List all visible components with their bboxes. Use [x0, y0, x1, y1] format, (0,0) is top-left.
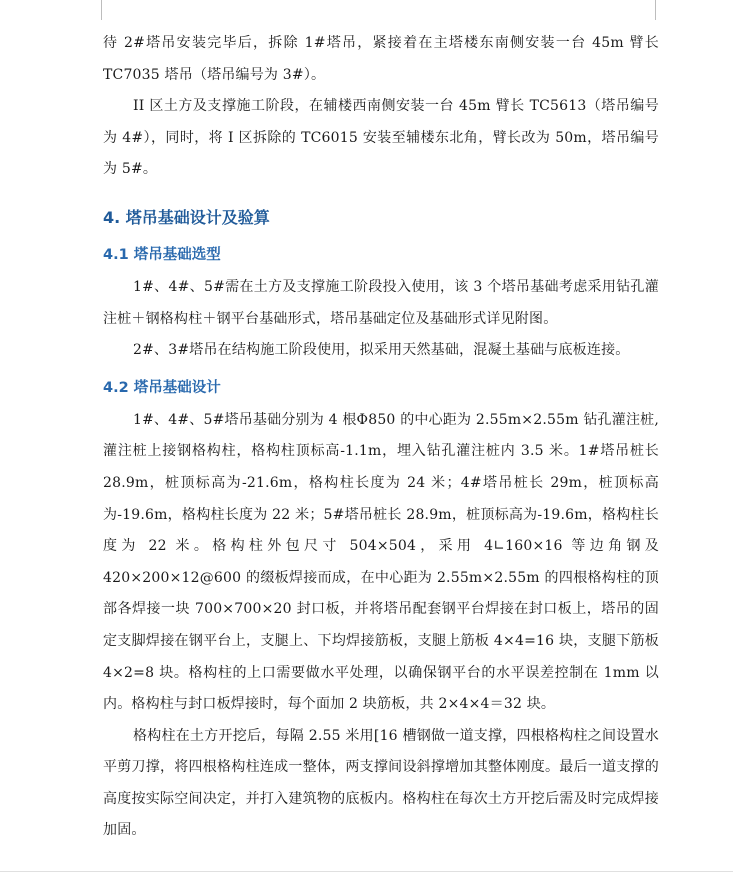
paragraph: 格构柱在土方开挖后，每隔 2.55 米用[16 槽钢做一道支撑，四根格构柱之间设置水平剪刀撑，将四根格构柱连成一整体，两支撑间设斜撑增加其整体刚度。最后一道支撑的高度按实际空间决定，并打入建筑物的底板内。格构柱在每次土方开挖后需及时完成焊接加固。	[103, 727, 659, 839]
margin-crop-mark-right	[655, 0, 656, 20]
subsection-heading: 4.1 塔吊基础选型	[103, 246, 221, 263]
paragraph: 1#、4#、5#塔吊基础分别为 4 根Φ850 的中心距为 2.55m×2.55m 钻孔灌注桩,灌注桩上接钢格构柱，格构柱顶标高-1.1m，埋入钻孔灌注桩内 3.5 米。1#塔吊桩长 28.9m，桩顶标高为-21.6m，格构柱长度为 24 米；4#塔吊桩长 29m，桩顶标高为-19.6m，格构柱长度为 22 米；5#塔吊桩长 28.9m，桩顶标高为-19.6m，格构柱长度为 22 米。格构柱外包尺寸 504×504，采用 4∟160×16 等边角钢及 420×200×12@600 的缀板焊接而成，在中心距为 2.55m×2.55m 的四根格构柱的顶部各焊接一块 700×700×20 封口板，并将塔吊配套钢平台焊接在封口板上，塔吊的固定支脚焊接在钢平台上，支腿上、下均焊接筋板，支腿上筋板 4×4=16 块，支腿下筋板 4×2=8 块。格构柱的上口需要做水平处理，以确保钢平台的水平误差控制在 1mm 以内。格构柱与封口板焊接时，每个面加 2 块筋板，共 2×4×4＝32 块。	[103, 411, 659, 713]
document-body	[103, 28, 659, 847]
page-bottom-edge	[0, 871, 733, 872]
margin-crop-mark-left	[101, 0, 102, 20]
paragraph: 1#、4#、5#需在土方及支撑施工阶段投入使用，该 3 个塔吊基础考虑采用钻孔灌注桩＋钢格构柱＋钢平台基础形式，塔吊基础定位及基础形式详见附图。	[103, 278, 659, 327]
paragraph: 待 2#塔吊安装完毕后，拆除 1#塔吊，紧接着在主塔楼东南侧安装一台 45m 臂长 TC7035 塔吊（塔吊编号为 3#）。	[103, 35, 659, 83]
paragraph: II 区土方及支撑施工阶段，在辅楼西南侧安装一台 45m 臂长 TC5613（塔吊编号为 4#），同时，将 I 区拆除的 TC6015 安装至辅楼东北角，臂长改为 50m，塔吊编号为 5#。	[103, 98, 659, 178]
section-heading: 4. 塔吊基础设计及验算	[103, 207, 270, 227]
paragraph: 2#、3#塔吊在结构施工阶段使用，拟采用天然基础，混凝土基础与底板连接。	[133, 342, 630, 359]
subsection-heading: 4.2 塔吊基础设计	[103, 379, 221, 396]
